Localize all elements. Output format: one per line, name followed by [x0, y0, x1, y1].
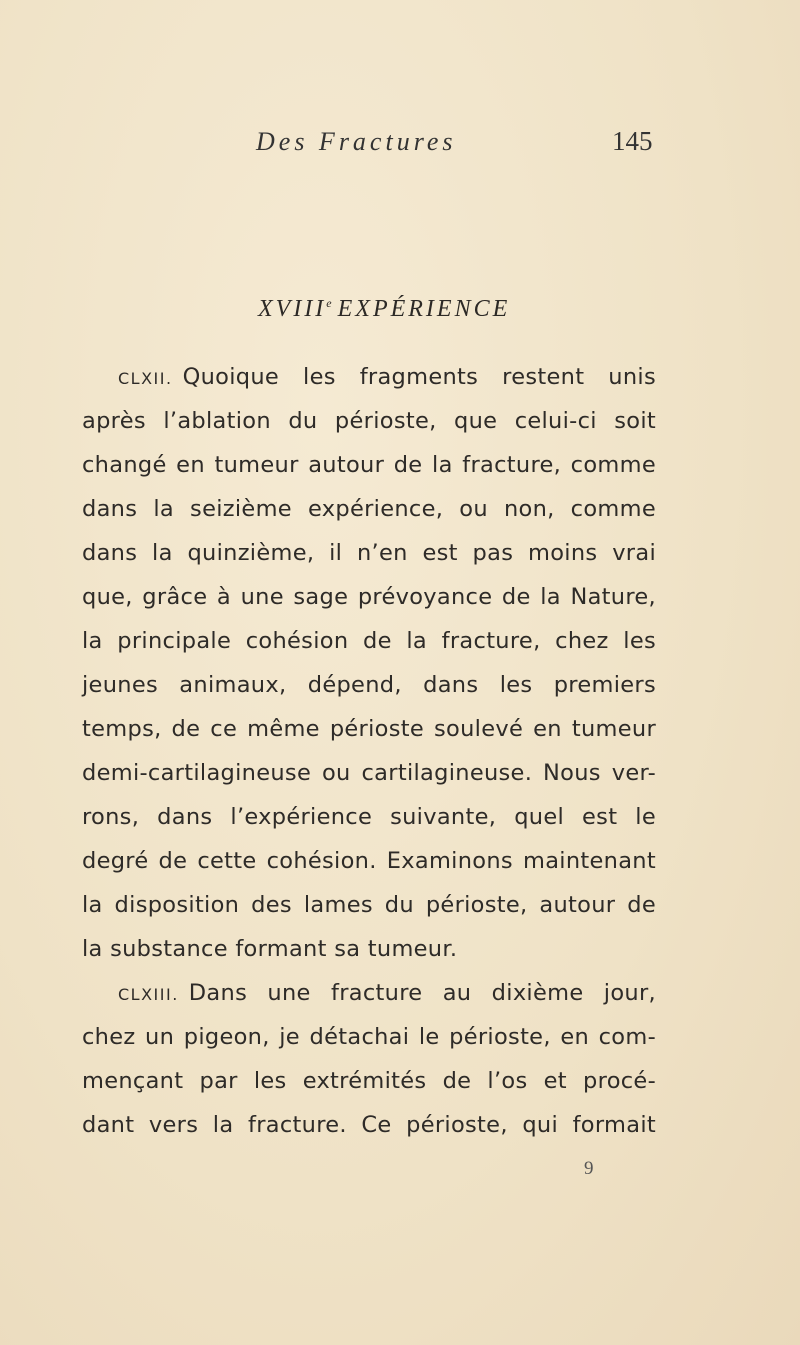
text-line — [82, 971, 656, 1015]
text-line: la principale cohésion de la fracture, chez les — [82, 628, 656, 654]
body-text — [82, 355, 656, 1147]
section-numeral: XVIII — [258, 296, 327, 322]
text-line: demi-cartilagineuse ou cartilagineuse. Nous ver- — [82, 760, 656, 786]
text-line: rons, dans l’expérience suivante, quel est le — [82, 804, 656, 830]
section-numeral-superscript: e — [326, 296, 332, 310]
text-line-content: Quoique les fragments restent unis — [182, 364, 656, 390]
text-line: changé en tumeur autour de la fracture, comme — [82, 452, 656, 478]
section-title — [258, 296, 510, 323]
signature-mark: 9 — [584, 1158, 594, 1179]
text-line: jeunes animaux, dépend, dans les premiers — [82, 672, 656, 698]
text-line-content: Dans une fracture au dixième jour, — [188, 980, 656, 1006]
text-line: chez un pigeon, je détachai le périoste, en com- — [82, 1024, 656, 1050]
text-line: dans la quinzième, il n’en est pas moins vrai — [82, 540, 656, 566]
running-title: Des Fractures — [256, 127, 457, 156]
text-line: que, grâce à une sage prévoyance de la Nature, — [82, 584, 656, 610]
text-line: après l’ablation du périoste, que celui-ci soit — [82, 408, 656, 434]
paragraph-marker: CLXIII. — [118, 985, 179, 1004]
text-line: la disposition des lames du périoste, autour de — [82, 892, 656, 918]
text-line: degré de cette cohésion. Examinons maintenant — [82, 848, 656, 874]
paragraph-marker: CLXII. — [118, 369, 173, 388]
text-line — [82, 355, 656, 399]
section-title-text: EXPÉRIENCE — [337, 296, 511, 322]
text-line: mençant par les extrémités de l’os et procé- — [82, 1068, 656, 1094]
text-line: temps, de ce même périoste soulevé en tumeur — [82, 716, 656, 742]
text-line: dant vers la fracture. Ce périoste, qui formait — [82, 1112, 656, 1138]
page-number: 145 — [612, 126, 653, 156]
text-line: la substance formant sa tumeur. — [82, 936, 458, 962]
text-line: dans la seizième expérience, ou non, comme — [82, 496, 656, 522]
